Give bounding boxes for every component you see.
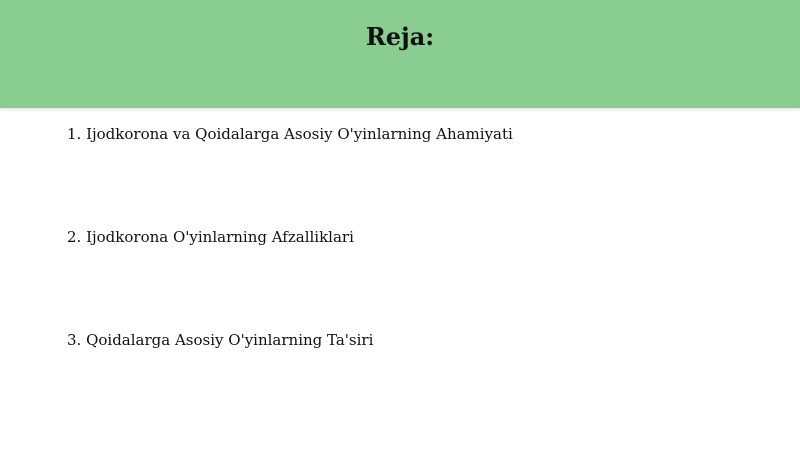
slide-header-band (0, 0, 800, 108)
agenda-item-2: 2. Ijodkorona O'yinlarning Afzalliklari (67, 228, 354, 246)
agenda-item-1: 1. Ijodkorona va Qoidalarga Asosiy O'yinlarning Ahamiyati (67, 125, 513, 143)
slide-title: Reja: (365, 22, 435, 51)
agenda-item-3: 3. Qoidalarga Asosiy O'yinlarning Ta'siri (67, 331, 374, 349)
